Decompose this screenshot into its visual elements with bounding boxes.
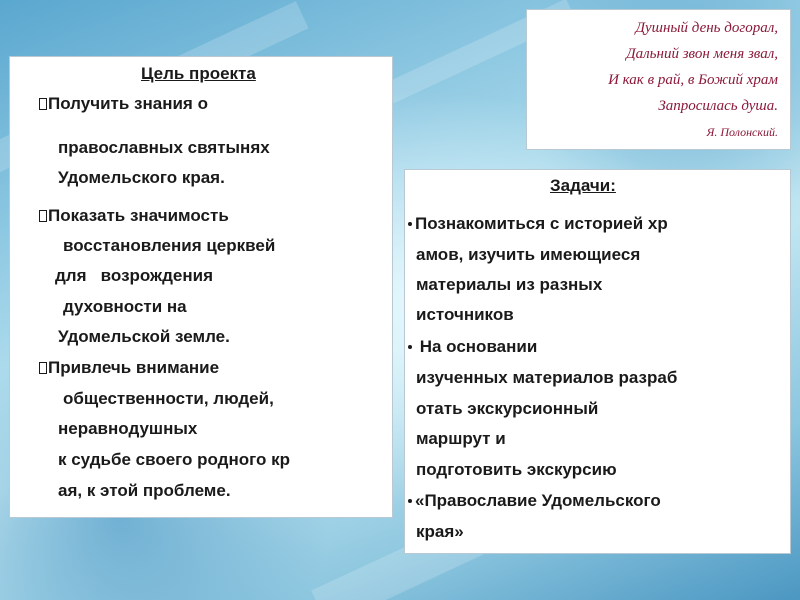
task-line-text: На основании [415,337,538,356]
goal-line: восстановления церквей [63,236,276,255]
bullet-square-icon [39,98,47,110]
task-line: амов, изучить имеющиеся [416,245,641,264]
goal-line: Удомельского края. [58,168,225,187]
poem-line: Дальний звон меня звал, [626,46,778,62]
poem-author: Я. Полонский. [706,125,778,139]
task-line: материалы из разных [416,275,603,294]
task-line: подготовить экскурсию [416,460,617,479]
goal-title-text: Цель проекта [141,64,256,83]
goal-line: общественности, людей, [63,389,274,408]
goal-line [39,94,208,114]
bullet-square-icon [39,362,47,374]
tasks-title [550,176,616,196]
goal-line: Удомельской земле. [58,327,230,346]
task-line [408,491,661,511]
task-line [408,337,537,357]
bullet-dot-icon [408,222,412,226]
goal-line: духовности на [63,297,187,316]
bullet-square-icon [39,210,47,222]
goal-line [39,358,219,378]
goal-box [9,56,393,518]
goal-line: православных святынях [58,138,270,157]
goal-line: неравнодушных [58,419,198,438]
goal-line [39,206,229,226]
goal-line-text: Показать значимость [48,206,229,225]
goal-line: ая, к этой проблеме. [58,481,231,500]
bullet-dot-icon [408,499,412,503]
task-line: маршрут и [416,429,506,448]
task-line: края» [416,522,464,541]
task-line-text: Познакомиться с историей хр [415,214,668,233]
goal-line: для возрождения [55,266,213,285]
goal-title [141,64,256,84]
goal-line-text: Привлечь внимание [48,358,220,377]
goal-line: к судьбе своего родного кр [58,450,290,469]
task-line: изученных материалов разраб [416,368,678,387]
poem-line: Запросилась душа. [658,98,778,114]
bullet-dot-icon [408,345,412,349]
tasks-title-text: Задачи: [550,176,616,195]
task-line: источников [416,305,514,324]
poem-line: И как в рай, в Божий храм [608,72,778,88]
task-line [408,214,668,234]
poem-line: Душный день догорал, [635,20,778,36]
task-line: отать экскурсионный [416,399,599,418]
task-line-text: «Православие Удомельского [415,491,661,510]
goal-line-text: Получить знания о [48,94,208,113]
tasks-box [404,169,791,554]
poem-box [526,9,791,150]
